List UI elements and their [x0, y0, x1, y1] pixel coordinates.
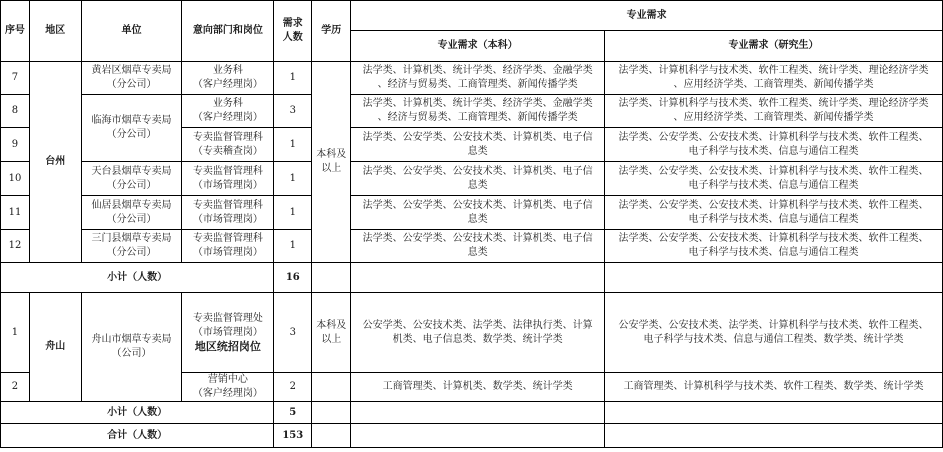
- major-pg-cell: 工商管理类、计算机科学与技术类、软件工程类、数学类、统计学类: [605, 373, 943, 402]
- total-row: [1, 424, 943, 448]
- major-pg-line1: 法学类、公安学类、公安技术类、计算机科学与技术类、软件工程类、: [618, 165, 929, 177]
- unit-line2: （分公司）: [106, 79, 157, 90]
- header-dept-post: 意向部门和岗位: [182, 1, 274, 62]
- major-pg-line2: 、应用经济学类、工商管理类、新闻传播学类: [673, 79, 874, 90]
- table-row: [1, 95, 943, 128]
- major-pg-cell: [605, 128, 943, 162]
- major-pg-cell: [605, 196, 943, 230]
- major-ug-cell: [351, 230, 605, 263]
- dept-line2: （市场管理岗）: [192, 326, 263, 338]
- edu-cell-taizhou: [312, 62, 351, 263]
- count-cell: 3: [274, 95, 312, 128]
- empty-cell: [312, 263, 351, 293]
- seq-cell: 10: [1, 162, 30, 196]
- subtotal-value: 5: [274, 402, 312, 424]
- major-pg-line2: 、应用经济学类、工商管理类、新闻传播学类: [673, 112, 874, 123]
- major-pg-cell: [605, 62, 943, 95]
- empty-cell: [605, 402, 943, 424]
- unit-cell: [81, 230, 182, 263]
- major-pg-line2: 电子科学与技术类、信息与通信工程类: [688, 179, 859, 191]
- dept-cell: [182, 373, 274, 402]
- major-pg-line2: 电子科学与技术类、信息与通信工程类: [688, 213, 859, 225]
- count-cell: 1: [274, 196, 312, 230]
- unit-cell: [81, 62, 182, 95]
- dept-line2: （客户经理岗）: [192, 79, 263, 90]
- seq-cell: 1: [1, 293, 30, 373]
- header-count-line2: 人数: [282, 32, 303, 43]
- empty-cell: [351, 402, 605, 424]
- unit-line2: （分公司）: [106, 213, 157, 225]
- edu-line1: 本科及: [316, 319, 347, 331]
- major-ug-line1: 法学类、公安学类、公安技术类、计算机类、电子信: [362, 233, 593, 244]
- major-ug-cell: [351, 196, 605, 230]
- subtotal-label: 小计（人数）: [1, 263, 274, 293]
- seq-cell: 12: [1, 230, 30, 263]
- major-ug-line2: 、经济与贸易类、工商管理类、新闻传播学类: [377, 112, 578, 123]
- total-value: 153: [274, 424, 312, 448]
- major-ug-cell: [351, 293, 605, 373]
- major-ug-line2: 息类: [467, 179, 488, 191]
- major-pg-line2: 电子科学与技术类、信息与通信工程类、数学类、统计学类: [643, 333, 904, 345]
- dept-cell: [182, 62, 274, 95]
- unit-line1: 舟山市烟草专卖局: [91, 334, 172, 345]
- header-major-pg: 专业需求（研究生）: [605, 31, 943, 62]
- total-label: 合计（人数）: [1, 424, 274, 448]
- count-cell: 1: [274, 230, 312, 263]
- major-ug-line1: 法学类、公安学类、公安技术类、计算机类、电子信: [362, 199, 593, 211]
- dept-line1: 业务科: [212, 65, 243, 76]
- unit-line1: 天台县烟草专卖局: [91, 165, 172, 177]
- major-pg-cell: [605, 230, 943, 263]
- header-region: 地区: [29, 1, 81, 62]
- empty-cell: [605, 424, 943, 448]
- major-ug-cell: 工商管理类、计算机类、数学类、统计学类: [351, 373, 605, 402]
- major-pg-line1: 公安学类、公安技术类、法学类、计算机科学与技术类、软件工程类、: [618, 319, 929, 331]
- dept-line2: （客户经理岗）: [192, 112, 263, 123]
- unit-line1: 黄岩区烟草专卖局: [91, 65, 172, 76]
- major-ug-line2: 、经济与贸易类、工商管理类、新闻传播学类: [377, 79, 578, 90]
- unit-cell: [81, 196, 182, 230]
- major-pg-cell: [605, 293, 943, 373]
- major-ug-line1: 法学类、公安学类、公安技术类、计算机类、电子信: [362, 165, 593, 177]
- count-cell: 1: [274, 162, 312, 196]
- empty-cell: [312, 424, 351, 448]
- dept-line1: 专卖监督管理科: [192, 131, 263, 143]
- dept-line3: 地区统招岗位: [194, 339, 261, 353]
- dept-line2: （市场管理岗）: [192, 247, 263, 258]
- major-ug-line1: 法学类、计算机类、统计学类、经济学类、金融学类: [362, 98, 593, 109]
- region-cell-zhoushan: 舟山: [29, 293, 81, 402]
- table-row: [1, 196, 943, 230]
- major-ug-line2: 息类: [467, 247, 488, 258]
- empty-cell: [605, 263, 943, 293]
- table-row: [1, 293, 943, 373]
- dept-cell: [182, 95, 274, 128]
- header-major-group: 专业需求: [351, 1, 943, 31]
- header-unit: 单位: [81, 1, 182, 62]
- major-ug-cell: [351, 162, 605, 196]
- major-pg-line1: 法学类、公安学类、公安技术类、计算机科学与技术类、软件工程类、: [618, 233, 929, 244]
- unit-line2: （公司）: [111, 348, 152, 359]
- unit-cell: [81, 162, 182, 196]
- table-row: [1, 62, 943, 95]
- dept-line2: （客户经理岗）: [192, 388, 263, 399]
- empty-cell: [351, 263, 605, 293]
- seq-cell: 2: [1, 373, 30, 402]
- unit-line1: 三门县烟草专卖局: [91, 233, 172, 244]
- count-cell: 1: [274, 62, 312, 95]
- major-ug-line2: 息类: [467, 145, 488, 157]
- major-ug-line1: 法学类、公安学类、公安技术类、计算机类、电子信: [362, 131, 593, 143]
- empty-cell: [312, 402, 351, 424]
- header-seq: 序号: [1, 1, 30, 62]
- empty-cell: [312, 373, 351, 402]
- major-ug-line1: 法学类、计算机类、统计学类、经济学类、金融学类: [362, 65, 593, 76]
- subtotal-row-taizhou: [1, 263, 943, 293]
- dept-line1: 专卖监督管理科: [192, 199, 263, 211]
- dept-cell: [182, 196, 274, 230]
- major-pg-line1: 法学类、公安学类、公安技术类、计算机科学与技术类、软件工程类、: [618, 131, 929, 143]
- subtotal-label: 小计（人数）: [1, 402, 274, 424]
- region-cell-taizhou: 台州: [29, 62, 81, 263]
- count-cell: 1: [274, 128, 312, 162]
- major-ug-line2: 机类、电子信息类、数学类、统计学类: [392, 333, 563, 345]
- seq-cell: 7: [1, 62, 30, 95]
- major-ug-line1: 公安学类、公安技术类、法学类、法律执行类、计算: [362, 319, 593, 331]
- major-pg-line2: 电子科学与技术类、信息与通信工程类: [688, 145, 859, 157]
- dept-line1: 专卖监督管理处: [192, 312, 263, 324]
- table-row: [1, 162, 943, 196]
- major-ug-cell: [351, 128, 605, 162]
- unit-line2: （分公司）: [106, 179, 157, 191]
- seq-cell: 9: [1, 128, 30, 162]
- subtotal-value: 16: [274, 263, 312, 293]
- edu-line1: 本科及: [316, 149, 347, 160]
- dept-line2: （市场管理岗）: [192, 213, 263, 225]
- unit-line1: 仙居县烟草专卖局: [91, 199, 172, 211]
- unit-line2: （分公司）: [106, 129, 157, 140]
- header-count: [274, 1, 312, 62]
- header-edu: 学历: [312, 1, 351, 62]
- unit-line2: （分公司）: [106, 247, 157, 258]
- subtotal-row-zhoushan: [1, 402, 943, 424]
- dept-line2: （市场管理岗）: [192, 179, 263, 191]
- dept-line1: 专卖监督管理科: [192, 233, 263, 244]
- header-major-ug: 专业需求（本科）: [351, 31, 605, 62]
- major-pg-cell: [605, 95, 943, 128]
- major-pg-line2: 电子科学与技术类、信息与通信工程类: [688, 247, 859, 258]
- dept-line2: （专卖稽查岗）: [192, 145, 263, 157]
- edu-cell-zhoushan: [312, 293, 351, 373]
- dept-line1: 专卖监督管理科: [192, 165, 263, 177]
- empty-cell: [351, 424, 605, 448]
- major-ug-cell: [351, 95, 605, 128]
- count-cell: 3: [274, 293, 312, 373]
- major-pg-line1: 法学类、公安学类、公安技术类、计算机科学与技术类、软件工程类、: [618, 199, 929, 211]
- header-count-line1: 需求: [282, 18, 303, 29]
- unit-cell: [81, 293, 182, 402]
- major-pg-line1: 法学类、计算机科学与技术类、软件工程类、统计学类、理论经济学类: [618, 98, 929, 109]
- dept-cell: [182, 128, 274, 162]
- table-row: [1, 230, 943, 263]
- seq-cell: 8: [1, 95, 30, 128]
- major-ug-cell: [351, 62, 605, 95]
- count-cell: 2: [274, 373, 312, 402]
- edu-line2: 以上: [321, 333, 342, 345]
- unit-line1: 临海市烟草专卖局: [91, 115, 172, 126]
- dept-cell: [182, 230, 274, 263]
- dept-cell: [182, 162, 274, 196]
- dept-line1: 营销中心: [207, 374, 248, 385]
- dept-line1: 业务科: [212, 98, 243, 109]
- major-pg-cell: [605, 162, 943, 196]
- major-ug-line2: 息类: [467, 213, 488, 225]
- major-pg-line1: 法学类、计算机科学与技术类、软件工程类、统计学类、理论经济学类: [618, 65, 929, 76]
- edu-line2: 以上: [321, 163, 342, 174]
- seq-cell: 11: [1, 196, 30, 230]
- dept-cell: [182, 293, 274, 373]
- unit-cell: [81, 95, 182, 162]
